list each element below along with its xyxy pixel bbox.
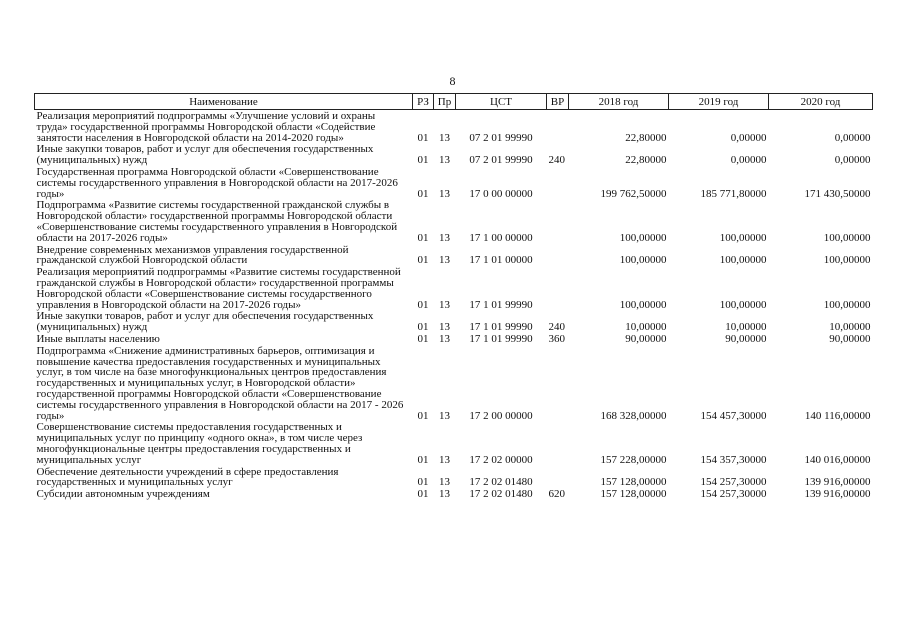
row-2018: 22,80000 <box>625 131 667 144</box>
row-pr: 13 <box>439 409 450 422</box>
row-rz: 01 <box>417 187 429 200</box>
row-2020: 171 430,50000 <box>804 187 871 200</box>
header-rz: РЗ <box>413 94 434 110</box>
row-pr: 13 <box>439 488 450 501</box>
row-name: Иные выплаты населению <box>36 332 160 345</box>
row-name: Реализация мероприятий подпрограммы «Улучшение условий и охраны труда» государственной программы Новгородской области «Содействие занятости населения в Новгородской области на 2014-2020 годы» <box>36 110 376 144</box>
table-row <box>35 466 873 489</box>
row-2018: 168 328,00000 <box>600 409 667 422</box>
header-2020: 2020 год <box>769 94 873 110</box>
row-rz: 01 <box>417 131 429 144</box>
row-pr: 13 <box>439 476 450 489</box>
row-rz: 01 <box>417 409 429 422</box>
row-pr: 13 <box>439 187 450 200</box>
table-row <box>35 244 873 267</box>
row-rz: 01 <box>417 488 429 501</box>
table-row <box>35 421 873 465</box>
table-row <box>35 110 873 144</box>
row-cst: 17 0 00 00000 <box>469 187 533 200</box>
header-2019: 2019 год <box>669 94 769 110</box>
table-header-row <box>35 94 873 110</box>
row-2020: 10,00000 <box>829 321 871 334</box>
row-pr: 13 <box>439 298 450 311</box>
row-vr <box>547 199 569 243</box>
row-vr: 620 <box>548 488 565 501</box>
row-2019: 10,00000 <box>725 321 767 334</box>
header-cst: ЦСТ <box>456 94 547 110</box>
row-2019: 0,00000 <box>730 154 767 167</box>
row-vr: 240 <box>548 154 565 167</box>
row-vr: 240 <box>548 321 565 334</box>
row-2019: 90,00000 <box>725 332 767 345</box>
row-pr: 13 <box>439 332 450 345</box>
row-cst: 17 2 02 01480 <box>469 476 533 489</box>
row-pr: 13 <box>439 231 450 244</box>
row-2019: 154 457,30000 <box>700 409 767 422</box>
row-vr <box>547 244 569 267</box>
row-rz: 01 <box>417 332 429 345</box>
row-name: Совершенствование системы предоставления государственных и муниципальных услуг по принципу «одного окна», в том числе через многофункциональные центры предоставления государственных и муниципальных услуг <box>36 421 363 466</box>
table-row <box>35 143 873 166</box>
row-2020: 140 016,00000 <box>804 453 871 466</box>
row-2020: 100,00000 <box>823 231 871 244</box>
row-name: Субсидии автономным учреждениям <box>36 488 210 501</box>
row-2020: 140 116,00000 <box>804 409 871 422</box>
table-row <box>35 345 873 422</box>
row-rz: 01 <box>417 154 429 167</box>
row-2018: 199 762,50000 <box>600 187 667 200</box>
row-2018: 157 128,00000 <box>600 488 667 501</box>
row-rz: 01 <box>417 321 429 334</box>
row-cst: 17 1 01 99990 <box>469 321 533 334</box>
table-row <box>35 199 873 243</box>
budget-table <box>34 93 873 500</box>
row-cst: 17 1 01 99990 <box>469 298 533 311</box>
row-cst: 17 1 01 99990 <box>469 332 533 345</box>
row-2018: 100,00000 <box>619 254 667 267</box>
row-2018: 157 228,00000 <box>600 453 667 466</box>
row-vr <box>547 466 569 489</box>
row-pr: 13 <box>439 254 450 267</box>
table-row <box>35 266 873 310</box>
row-2018: 10,00000 <box>625 321 667 334</box>
table-row <box>35 488 873 500</box>
row-vr <box>547 266 569 310</box>
row-pr: 13 <box>439 321 450 334</box>
header-pr: Пр <box>434 94 456 110</box>
row-vr <box>547 421 569 465</box>
row-rz: 01 <box>417 231 429 244</box>
table-row <box>35 166 873 199</box>
row-vr <box>547 345 569 422</box>
row-cst: 17 1 01 00000 <box>469 254 533 267</box>
row-name: Внедрение современных механизмов управления государственной гражданской службой Новгородской области <box>36 243 349 267</box>
row-cst: 07 2 01 99990 <box>469 154 533 167</box>
row-2018: 100,00000 <box>619 298 667 311</box>
row-2019: 100,00000 <box>719 298 767 311</box>
header-vr: ВР <box>547 94 569 110</box>
row-cst: 17 2 00 00000 <box>469 409 533 422</box>
row-vr <box>547 110 569 144</box>
row-2019: 185 771,80000 <box>700 187 767 200</box>
row-2018: 90,00000 <box>625 332 667 345</box>
header-name: Наименование <box>35 94 413 110</box>
row-vr <box>547 166 569 199</box>
row-cst: 17 2 02 00000 <box>469 453 533 466</box>
row-name: Подпрограмма «Снижение административных барьеров, оптимизация и повышение качества предоставления государственных и муниципальных услуг, в том числе на базе многофункциональных центров предоставления государственных и муниципальных услуг, в Новгородской области» государственной программы Новгородской области «Совершенствование системы государственного управления в Новгородской области на 2017 - 2026 годы» <box>36 344 404 422</box>
table-row <box>35 333 873 345</box>
row-name: Обеспечение деятельности учреждений в сфере предоставления государственных и муниципальных услуг <box>36 465 339 489</box>
row-2018: 157 128,00000 <box>600 476 667 489</box>
row-2018: 22,80000 <box>625 154 667 167</box>
row-cst: 17 2 02 01480 <box>469 488 533 501</box>
row-2020: 139 916,00000 <box>804 488 871 501</box>
row-name: Государственная программа Новгородской области «Совершенствование системы государственного управления в Новгородской области на 2017-2026 годы» <box>36 165 398 200</box>
row-2019: 0,00000 <box>730 131 767 144</box>
row-2020: 139 916,00000 <box>804 476 871 489</box>
row-2019: 154 357,30000 <box>700 453 767 466</box>
row-name: Подпрограмма «Развитие системы государственной гражданской службы в Новгородской области» государственной программы Новгородской области «Совершенствование системы государственного управления в Новгородской области на 2017-2026 годы» <box>36 199 398 244</box>
row-rz: 01 <box>417 476 429 489</box>
row-2019: 100,00000 <box>719 231 767 244</box>
row-pr: 13 <box>439 154 450 167</box>
table-body <box>35 110 873 500</box>
row-cst: 17 1 00 00000 <box>469 231 533 244</box>
row-2020: 0,00000 <box>834 131 871 144</box>
row-vr: 360 <box>548 332 565 345</box>
row-2020: 90,00000 <box>829 332 871 345</box>
row-2020: 0,00000 <box>834 154 871 167</box>
row-pr: 13 <box>439 453 450 466</box>
row-2020: 100,00000 <box>823 254 871 267</box>
row-2020: 100,00000 <box>823 298 871 311</box>
table-row <box>35 310 873 333</box>
row-2018: 100,00000 <box>619 231 667 244</box>
row-name: Иные закупки товаров, работ и услуг для обеспечения государственных (муниципальных) нужд <box>36 310 374 334</box>
row-name: Реализация мероприятий подпрограммы «Развитие системы государственной гражданской службы в Новгородской области» государственной программы Новгородской области «Совершенствование системы государственного управления в Новгородской области на 2017-2026 годы» <box>36 266 401 311</box>
row-rz: 01 <box>417 453 429 466</box>
row-name: Иные закупки товаров, работ и услуг для обеспечения государственных (муниципальных) нужд <box>36 143 374 167</box>
row-rz: 01 <box>417 254 429 267</box>
page-number: 8 <box>449 74 456 88</box>
row-cst: 07 2 01 99990 <box>469 131 533 144</box>
row-2019: 154 257,30000 <box>700 476 767 489</box>
row-2019: 154 257,30000 <box>700 488 767 501</box>
row-rz: 01 <box>417 298 429 311</box>
header-2018: 2018 год <box>569 94 669 110</box>
row-2019: 100,00000 <box>719 254 767 267</box>
row-pr: 13 <box>439 131 450 144</box>
